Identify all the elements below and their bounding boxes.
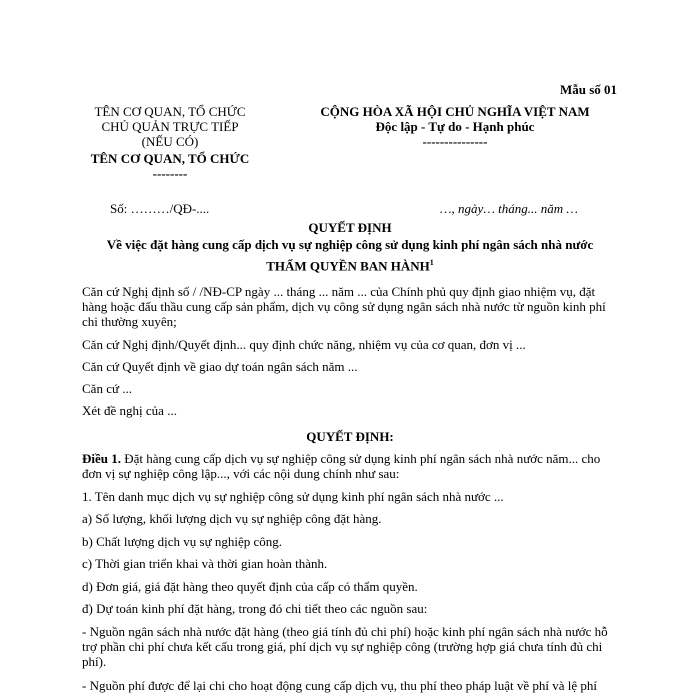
ground-paragraph: Căn cứ Nghị định/Quyết định... quy định chức năng, nhiệm vụ của cơ quan, đơn vị ... [82, 337, 526, 352]
list-item: b) Chất lượng dịch vụ sự nghiệp công. [82, 534, 283, 549]
ground-paragraph: Căn cứ Quyết định về giao dự toán ngân sách năm ... [82, 359, 358, 374]
decision-title: QUYẾT ĐỊNH [308, 220, 392, 235]
article-1-label: Điều 1. [82, 451, 121, 466]
list-item: a) Số lượng, khối lượng dịch vụ sự nghiệp công đặt hàng. [82, 511, 382, 526]
national-header-block [270, 104, 640, 149]
issuing-agency-block [60, 104, 280, 181]
article-1-text: Đặt hàng cung cấp dịch vụ sự nghiệp công sử dụng kinh phí ngân sách nhà nước năm... cho đơn vị sự nghiệp công lập..., với các nội dung chính như sau: [82, 451, 601, 481]
decides-heading: QUYẾT ĐỊNH: [306, 429, 394, 444]
decision-subject: Về việc đặt hàng cung cấp dịch vụ sự nghiệp công sử dụng kinh phí ngân sách nhà nước [106, 237, 594, 252]
document-date: …, ngày… tháng... năm … [440, 201, 578, 216]
list-item: đ) Dự toán kinh phí đặt hàng, trong đó chi tiết theo các nguồn sau: [82, 601, 428, 616]
list-item: c) Thời gian triển khai và thời gian hoàn thành. [82, 556, 328, 571]
document-number: Số: ………/QĐ-.... [110, 201, 210, 216]
ground-paragraph: Căn cứ ... [82, 381, 133, 396]
motto-divider: --------------- [422, 134, 488, 149]
list-item: - Nguồn phí được để lại chi cho hoạt động cung cấp dịch vụ, thu phí theo pháp luật về phí và lệ phí [82, 678, 598, 693]
issuing-authority-text: THẨM QUYỀN BAN HÀNH [266, 258, 430, 274]
list-item: - Nguồn ngân sách nhà nước đặt hàng (theo giá tính đủ chi phí) hoặc kinh phí ngân sách nhà nước hỗ trợ phần chi phí chưa kết cấu trong giá, phí dịch vụ sự nghiệp công (trường hợp giá chưa tính đủ chi phí). [82, 624, 608, 669]
national-motto: Độc lập - Tự do - Hạnh phúc [375, 119, 535, 134]
ground-paragraph: Căn cứ Nghị định số / /NĐ-CP ngày ... tháng ... năm ... của Chính phủ quy định giao nhiệm vụ, đặt hàng hoặc đấu thầu cung cấp sản phẩm, dịch vụ công sử dụng ngân sách nhà nước từ nguồn kinh phí chi thường xuyên; [82, 284, 606, 329]
agency-divider: -------- [152, 166, 188, 181]
country-name: CỘNG HÒA XÃ HỘI CHỦ NGHĨA VIỆT NAM [320, 104, 590, 119]
form-number: Mẫu số 01 [560, 82, 618, 97]
ground-paragraph: Xét đề nghị của ... [82, 403, 177, 418]
list-item: 1. Tên danh mục dịch vụ sự nghiệp công sử dụng kinh phí ngân sách nhà nước ... [82, 489, 504, 504]
list-item: d) Đơn giá, giá đặt hàng theo quyết định của cấp có thẩm quyền. [82, 579, 418, 594]
agency-name: TÊN CƠ QUAN, TỔ CHỨC [90, 151, 250, 166]
article-1 [82, 451, 617, 481]
parent-agency-line-2: CHỦ QUẢN TRỰC TIẾP [101, 119, 239, 134]
issuing-authority [0, 258, 700, 274]
parent-agency-line-3: (NẾU CÓ) [141, 134, 199, 149]
footnote-mark: 1 [429, 258, 434, 267]
parent-agency-line-1: TÊN CƠ QUAN, TỔ CHỨC [94, 104, 246, 119]
